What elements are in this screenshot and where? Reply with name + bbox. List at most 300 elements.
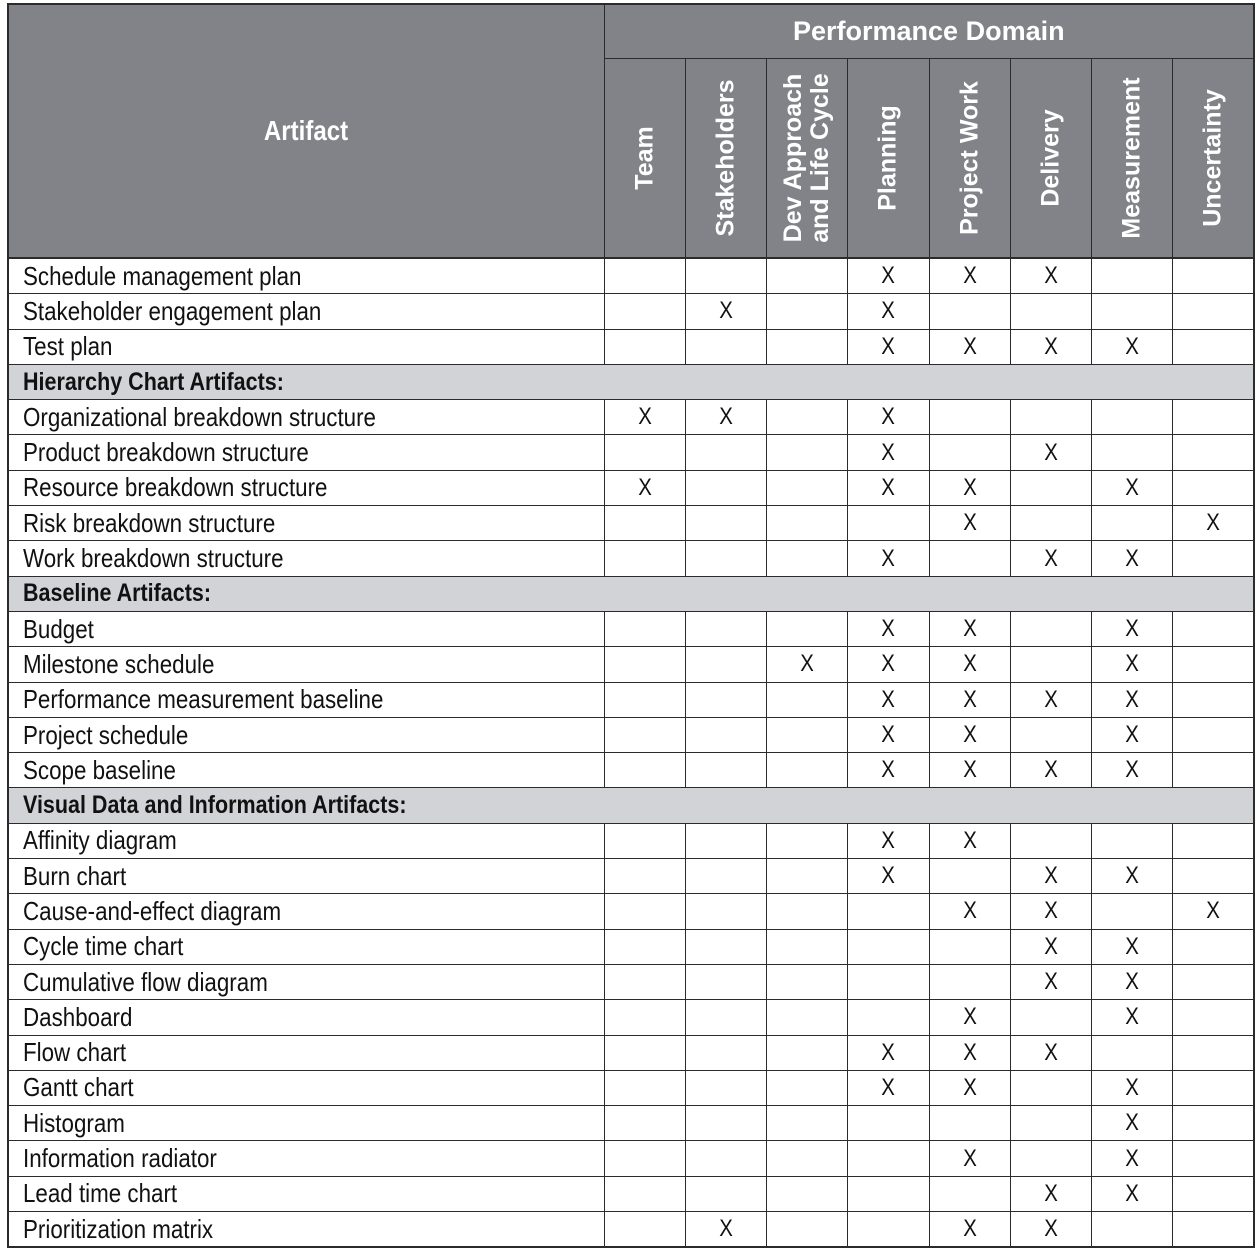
artifact-name-text: Product breakdown structure <box>23 437 309 468</box>
column-header-delivery <box>1010 59 1091 259</box>
domain-mark-cell <box>767 1070 848 1105</box>
domain-mark-cell <box>604 435 685 470</box>
x-mark: X <box>1206 897 1220 925</box>
domain-mark-cell <box>604 1141 685 1176</box>
section-heading <box>8 788 1254 823</box>
domain-mark-cell <box>848 964 929 999</box>
artifact-name <box>8 859 604 894</box>
domain-mark-cell <box>929 294 1010 329</box>
domain-mark-cell <box>929 329 1010 364</box>
table-row <box>8 964 1254 999</box>
x-mark: X <box>1125 544 1139 572</box>
domain-mark-cell <box>1173 1035 1254 1070</box>
domain-mark-cell <box>1173 1070 1254 1105</box>
table-row <box>8 470 1254 505</box>
domain-mark-cell <box>685 541 766 576</box>
domain-mark-cell <box>1092 470 1173 505</box>
domain-mark-cell <box>767 929 848 964</box>
domain-mark-cell <box>1173 470 1254 505</box>
column-header-label: Team <box>630 126 659 190</box>
table-row <box>8 823 1254 858</box>
x-mark: X <box>881 650 896 678</box>
table-row <box>8 1176 1254 1211</box>
artifact-name <box>8 611 604 646</box>
domain-mark-cell <box>1092 294 1173 329</box>
artifact-name <box>8 717 604 752</box>
domain-mark-cell <box>929 1212 1010 1248</box>
domain-mark-cell <box>1092 1000 1173 1035</box>
domain-mark-cell <box>604 1000 685 1035</box>
domain-mark-cell <box>929 400 1010 435</box>
domain-mark-cell <box>1010 541 1091 576</box>
artifact-name <box>8 1212 604 1248</box>
x-mark: X <box>1125 968 1139 996</box>
domain-mark-cell <box>929 682 1010 717</box>
x-mark: X <box>1044 756 1058 784</box>
domain-mark-cell <box>604 611 685 646</box>
x-mark: X <box>637 403 652 431</box>
domain-mark-cell <box>848 470 929 505</box>
x-mark: X <box>962 650 977 678</box>
artifact-name <box>8 929 604 964</box>
x-mark: X <box>881 297 896 325</box>
column-header-label: Project Work <box>955 81 984 235</box>
domain-mark-cell <box>929 859 1010 894</box>
x-mark: X <box>1125 1144 1139 1172</box>
x-mark: X <box>1125 756 1139 784</box>
x-mark: X <box>962 509 977 537</box>
domain-mark-cell <box>604 541 685 576</box>
x-mark: X <box>962 332 977 360</box>
domain-mark-cell <box>1092 964 1173 999</box>
domain-mark-cell <box>767 258 848 294</box>
domain-mark-cell <box>1010 1212 1091 1248</box>
domain-mark-cell <box>848 258 929 294</box>
domain-mark-cell <box>685 682 766 717</box>
domain-mark-cell <box>767 329 848 364</box>
x-mark: X <box>1044 968 1058 996</box>
domain-mark-cell <box>1010 435 1091 470</box>
section-row <box>8 788 1254 823</box>
x-mark: X <box>881 403 896 431</box>
x-mark: X <box>962 1215 977 1243</box>
domain-mark-cell <box>1173 400 1254 435</box>
domain-mark-cell <box>604 717 685 752</box>
x-mark: X <box>1044 262 1058 290</box>
domain-mark-cell <box>604 1070 685 1105</box>
domain-mark-cell <box>929 823 1010 858</box>
domain-mark-cell <box>685 329 766 364</box>
artifact-name <box>8 541 604 576</box>
domain-mark-cell <box>685 1106 766 1141</box>
x-mark: X <box>1044 1179 1058 1207</box>
artifact-name-text: Risk breakdown structure <box>23 507 276 538</box>
domain-mark-cell <box>929 929 1010 964</box>
domain-mark-cell <box>1010 929 1091 964</box>
domain-mark-cell <box>1092 929 1173 964</box>
artifact-name <box>8 964 604 999</box>
column-header-stakeholders <box>685 59 766 259</box>
x-mark: X <box>1125 862 1139 890</box>
x-mark: X <box>719 1215 733 1243</box>
domain-mark-cell <box>685 717 766 752</box>
domain-mark-cell <box>1173 435 1254 470</box>
x-mark: X <box>1044 1038 1058 1066</box>
x-mark: X <box>881 721 896 748</box>
table-row <box>8 1106 1254 1141</box>
artifact-name-text: Schedule management plan <box>23 260 302 291</box>
domain-mark-cell <box>848 1070 929 1105</box>
artifact-name <box>8 823 604 858</box>
artifact-name <box>8 329 604 364</box>
domain-mark-cell <box>604 859 685 894</box>
domain-mark-cell <box>1010 753 1091 788</box>
domain-mark-cell <box>1092 1035 1173 1070</box>
domain-mark-cell <box>848 823 929 858</box>
domain-mark-cell <box>604 929 685 964</box>
domain-mark-cell <box>1092 859 1173 894</box>
x-mark: X <box>1125 332 1139 360</box>
domain-mark-cell <box>767 1000 848 1035</box>
domain-mark-cell <box>604 682 685 717</box>
table-row <box>8 435 1254 470</box>
artifact-name <box>8 435 604 470</box>
domain-mark-cell <box>1010 647 1091 682</box>
column-header-uncertainty <box>1173 59 1254 259</box>
column-header-label: Planning <box>873 105 902 211</box>
domain-mark-cell <box>848 859 929 894</box>
domain-mark-cell <box>1092 682 1173 717</box>
artifact-name <box>8 1106 604 1141</box>
artifact-domain-table <box>7 3 1255 1248</box>
domain-mark-cell <box>848 1141 929 1176</box>
domain-mark-cell <box>685 470 766 505</box>
x-mark: X <box>719 297 733 325</box>
x-mark: X <box>881 615 896 643</box>
domain-mark-cell <box>1173 859 1254 894</box>
column-header-label: Stakeholders <box>711 79 740 237</box>
domain-mark-cell <box>767 506 848 541</box>
artifact-name-text: Organizational breakdown structure <box>23 401 376 432</box>
domain-mark-cell <box>604 1176 685 1211</box>
x-mark: X <box>881 544 896 572</box>
domain-mark-cell <box>929 1141 1010 1176</box>
artifact-name <box>8 1141 604 1176</box>
column-header-measurement <box>1092 59 1173 259</box>
table-row <box>8 541 1254 576</box>
table-row <box>8 329 1254 364</box>
domain-mark-cell <box>685 1212 766 1248</box>
domain-mark-cell <box>1092 823 1173 858</box>
x-mark: X <box>962 473 977 501</box>
domain-mark-cell <box>1173 1212 1254 1248</box>
domain-mark-cell <box>604 1212 685 1248</box>
domain-mark-cell <box>1173 611 1254 646</box>
domain-mark-cell <box>1010 823 1091 858</box>
domain-mark-cell <box>604 964 685 999</box>
x-mark: X <box>1125 1179 1139 1207</box>
domain-mark-cell <box>1173 929 1254 964</box>
domain-mark-cell <box>1173 1141 1254 1176</box>
x-mark: X <box>1125 932 1139 960</box>
domain-mark-cell <box>929 541 1010 576</box>
table-row <box>8 929 1254 964</box>
domain-mark-cell <box>604 894 685 929</box>
artifact-name-text: Work breakdown structure <box>23 543 284 574</box>
domain-mark-cell <box>685 400 766 435</box>
artifact-name <box>8 506 604 541</box>
domain-mark-cell <box>848 1176 929 1211</box>
domain-mark-cell <box>685 929 766 964</box>
x-mark: X <box>881 332 896 360</box>
x-mark: X <box>881 1038 896 1066</box>
domain-mark-cell <box>767 435 848 470</box>
domain-mark-cell <box>848 506 929 541</box>
domain-mark-cell <box>1092 1212 1173 1248</box>
domain-mark-cell <box>929 964 1010 999</box>
domain-mark-cell <box>848 1035 929 1070</box>
artifact-name-text: Lead time chart <box>23 1178 178 1209</box>
domain-mark-cell <box>604 647 685 682</box>
x-mark: X <box>1206 509 1220 537</box>
domain-mark-cell <box>929 1035 1010 1070</box>
domain-mark-cell <box>685 1035 766 1070</box>
x-mark: X <box>1044 1215 1058 1243</box>
domain-mark-cell <box>1092 541 1173 576</box>
x-mark: X <box>962 756 977 784</box>
section-heading <box>8 364 1254 399</box>
column-header-planning <box>848 59 929 259</box>
domain-mark-cell <box>929 1106 1010 1141</box>
artifact-name <box>8 400 604 435</box>
artifact-name-text: Prioritization matrix <box>23 1213 214 1244</box>
artifact-name-text: Budget <box>23 613 94 644</box>
table-row <box>8 1000 1254 1035</box>
column-header-dev-approach <box>767 59 848 259</box>
domain-mark-cell <box>604 470 685 505</box>
domain-mark-cell <box>604 1106 685 1141</box>
x-mark: X <box>962 1003 977 1031</box>
domain-mark-cell <box>604 329 685 364</box>
artifact-name <box>8 1035 604 1070</box>
domain-mark-cell <box>1010 611 1091 646</box>
table-row <box>8 1035 1254 1070</box>
artifact-name-text: Burn chart <box>23 860 127 891</box>
column-header-project-work <box>929 59 1010 259</box>
domain-mark-cell <box>767 541 848 576</box>
domain-mark-cell <box>929 611 1010 646</box>
x-mark: X <box>1125 1003 1139 1031</box>
table-row <box>8 682 1254 717</box>
column-header-label: Delivery <box>1036 109 1065 207</box>
domain-mark-cell <box>1092 258 1173 294</box>
domain-mark-cell <box>767 611 848 646</box>
domain-mark-cell <box>1173 506 1254 541</box>
artifact-name-text: Dashboard <box>23 1001 133 1032</box>
x-mark: X <box>962 826 977 854</box>
artifact-name <box>8 1176 604 1211</box>
domain-mark-cell <box>848 929 929 964</box>
domain-mark-cell <box>1010 964 1091 999</box>
x-mark: X <box>719 403 733 431</box>
domain-mark-cell <box>685 611 766 646</box>
domain-mark-cell <box>1010 400 1091 435</box>
column-header-label: Uncertainty <box>1198 89 1227 227</box>
table-row <box>8 506 1254 541</box>
domain-mark-cell <box>1173 753 1254 788</box>
x-mark: X <box>637 473 652 501</box>
domain-mark-cell <box>604 1035 685 1070</box>
artifact-name <box>8 753 604 788</box>
artifact-name <box>8 258 604 294</box>
artifact-name <box>8 1000 604 1035</box>
domain-mark-cell <box>767 1176 848 1211</box>
domain-mark-cell <box>1010 329 1091 364</box>
domain-mark-cell <box>767 1141 848 1176</box>
domain-mark-cell <box>848 753 929 788</box>
domain-mark-cell <box>1010 859 1091 894</box>
domain-mark-cell <box>1010 1106 1091 1141</box>
x-mark: X <box>1044 438 1058 466</box>
domain-mark-cell <box>685 964 766 999</box>
x-mark: X <box>881 685 896 713</box>
domain-mark-cell <box>1010 1035 1091 1070</box>
domain-mark-cell <box>767 823 848 858</box>
artifact-name-text: Information radiator <box>23 1143 217 1174</box>
x-mark: X <box>881 862 896 890</box>
x-mark: X <box>1044 862 1058 890</box>
domain-mark-cell <box>1092 1176 1173 1211</box>
domain-mark-cell <box>685 823 766 858</box>
artifact-name-text: Histogram <box>23 1107 125 1138</box>
domain-mark-cell <box>685 1141 766 1176</box>
domain-mark-cell <box>1173 294 1254 329</box>
domain-mark-cell <box>1092 647 1173 682</box>
artifact-name-text: Cumulative flow diagram <box>23 966 268 997</box>
section-row <box>8 364 1254 399</box>
domain-mark-cell <box>767 400 848 435</box>
x-mark: X <box>1125 615 1139 643</box>
domain-mark-cell <box>1173 647 1254 682</box>
table-row <box>8 717 1254 752</box>
domain-mark-cell <box>848 894 929 929</box>
x-mark: X <box>881 756 896 784</box>
table-row <box>8 1070 1254 1105</box>
domain-mark-cell <box>1173 1106 1254 1141</box>
artifact-name-text: Cause-and-effect diagram <box>23 895 282 926</box>
domain-mark-cell <box>848 647 929 682</box>
x-mark: X <box>1125 685 1139 713</box>
domain-mark-cell <box>1092 717 1173 752</box>
domain-mark-cell <box>685 859 766 894</box>
domain-mark-cell <box>685 647 766 682</box>
domain-mark-cell <box>767 894 848 929</box>
domain-mark-cell <box>1092 506 1173 541</box>
domain-mark-cell <box>604 506 685 541</box>
domain-mark-cell <box>1092 400 1173 435</box>
domain-mark-cell <box>848 541 929 576</box>
domain-mark-cell <box>1010 682 1091 717</box>
domain-mark-cell <box>604 400 685 435</box>
domain-mark-cell <box>848 329 929 364</box>
domain-mark-cell <box>1173 1000 1254 1035</box>
section-row <box>8 576 1254 611</box>
domain-mark-cell <box>1010 717 1091 752</box>
domain-mark-cell <box>1092 1106 1173 1141</box>
x-mark: X <box>1125 473 1139 501</box>
domain-mark-cell <box>767 1106 848 1141</box>
domain-mark-cell <box>848 400 929 435</box>
artifact-name-text: Scope baseline <box>23 754 176 785</box>
domain-mark-cell <box>1010 506 1091 541</box>
domain-mark-cell <box>1173 1176 1254 1211</box>
x-mark: X <box>962 1144 977 1172</box>
domain-mark-cell <box>929 506 1010 541</box>
domain-mark-cell <box>767 1212 848 1248</box>
table-row <box>8 753 1254 788</box>
domain-mark-cell <box>1173 823 1254 858</box>
domain-mark-cell <box>685 506 766 541</box>
domain-mark-cell <box>1092 1070 1173 1105</box>
domain-mark-cell <box>1092 435 1173 470</box>
domain-mark-cell <box>767 753 848 788</box>
artifact-name <box>8 682 604 717</box>
domain-mark-cell <box>767 964 848 999</box>
artifact-name-text: Gantt chart <box>23 1072 134 1103</box>
artifact-name-text: Milestone schedule <box>23 648 215 679</box>
domain-mark-cell <box>1010 1141 1091 1176</box>
artifact-name-text: Stakeholder engagement plan <box>23 295 322 326</box>
domain-mark-cell <box>1173 717 1254 752</box>
x-mark: X <box>962 1073 977 1101</box>
domain-mark-cell <box>1010 1000 1091 1035</box>
domain-mark-cell <box>685 753 766 788</box>
domain-mark-cell <box>767 294 848 329</box>
domain-mark-cell <box>929 470 1010 505</box>
x-mark: X <box>881 1073 896 1101</box>
section-heading <box>8 576 1254 611</box>
x-mark: X <box>881 826 896 854</box>
x-mark: X <box>1125 1073 1139 1101</box>
domain-mark-cell <box>1010 1176 1091 1211</box>
domain-mark-cell <box>848 611 929 646</box>
domain-mark-cell <box>1010 258 1091 294</box>
domain-mark-cell <box>1010 1070 1091 1105</box>
x-mark: X <box>1044 544 1058 572</box>
domain-mark-cell <box>848 1000 929 1035</box>
domain-mark-cell <box>848 682 929 717</box>
column-header-label: Dev Approach and Life Cycle <box>779 73 835 243</box>
domain-mark-cell <box>848 1106 929 1141</box>
domain-mark-cell <box>604 823 685 858</box>
domain-mark-cell <box>1173 682 1254 717</box>
domain-mark-cell <box>685 258 766 294</box>
domain-mark-cell <box>1092 753 1173 788</box>
domain-mark-cell <box>685 894 766 929</box>
domain-mark-cell <box>767 1035 848 1070</box>
x-mark: X <box>962 1038 977 1066</box>
domain-mark-cell <box>929 1176 1010 1211</box>
table-row <box>8 1141 1254 1176</box>
table-row <box>8 894 1254 929</box>
domain-mark-cell <box>604 753 685 788</box>
domain-mark-cell <box>1092 611 1173 646</box>
domain-mark-cell <box>604 258 685 294</box>
x-mark: X <box>962 615 977 643</box>
domain-mark-cell <box>767 470 848 505</box>
domain-mark-cell <box>929 1000 1010 1035</box>
domain-mark-cell <box>929 647 1010 682</box>
